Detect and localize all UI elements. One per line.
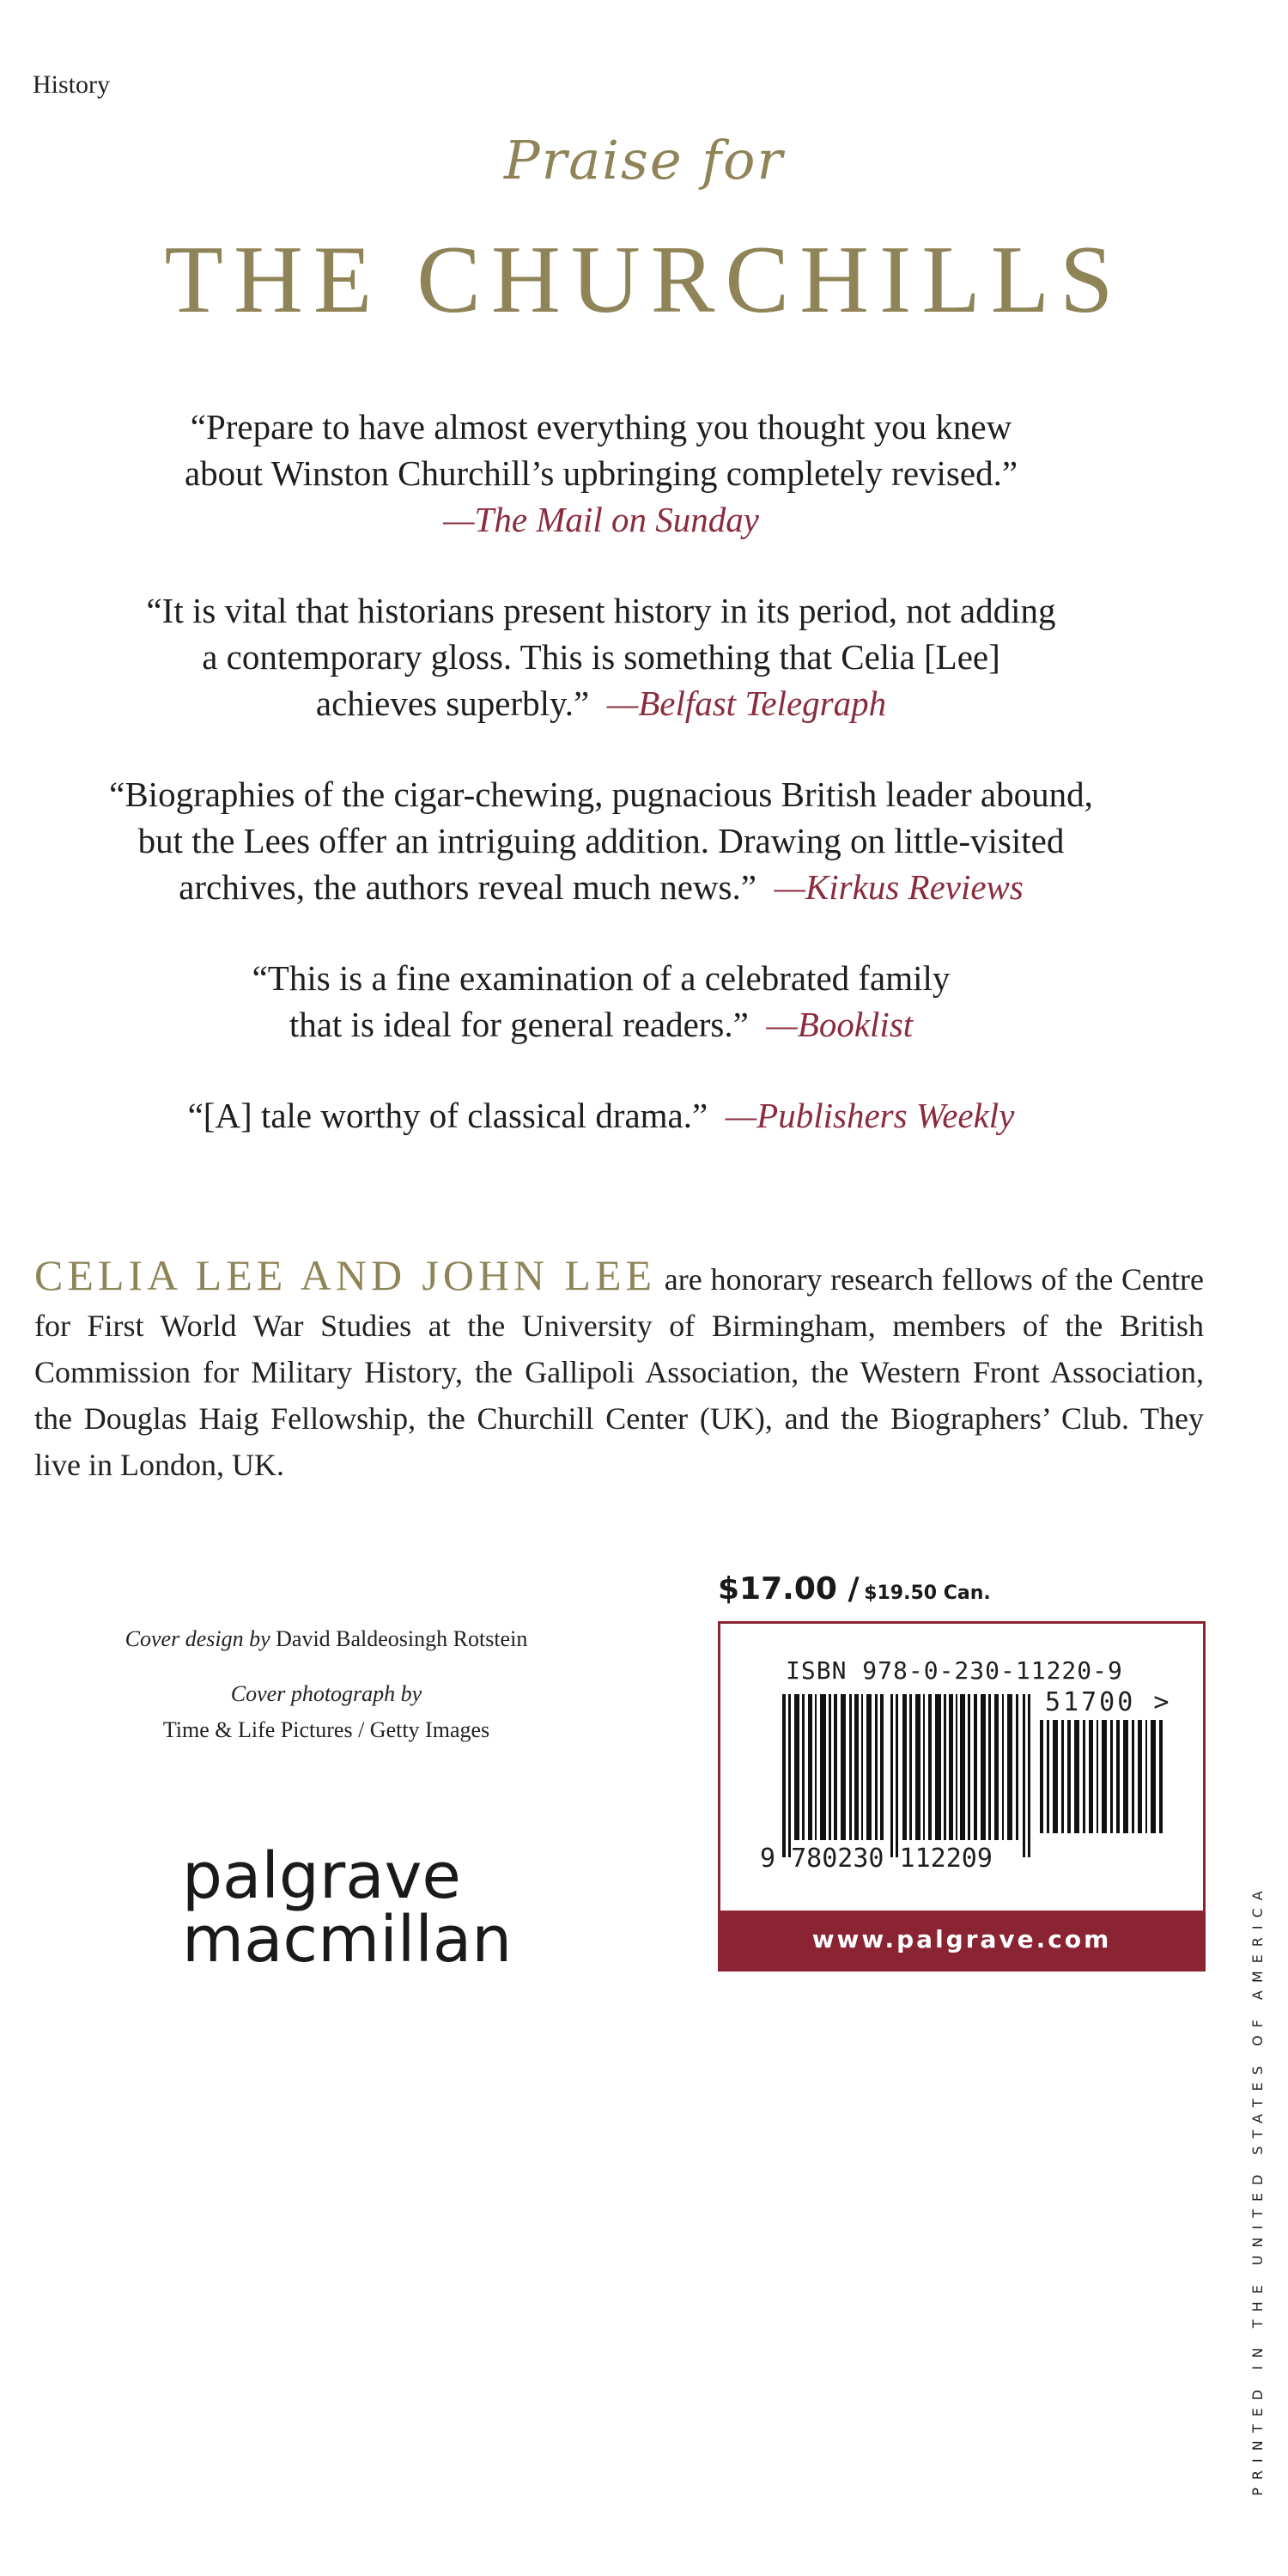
barcode-box bbox=[718, 1621, 1206, 1971]
price bbox=[718, 1571, 991, 1607]
praise-quotes bbox=[34, 404, 1168, 1183]
quote-line: archives, the authors reveal much news.” bbox=[179, 867, 756, 907]
publisher-logo-line2: macmillan bbox=[182, 1903, 513, 1977]
isbn-number: ISBN 978-0-230-11220-9 bbox=[786, 1656, 1123, 1685]
cover-design-name: David Baldeosingh Rotstein bbox=[276, 1626, 528, 1651]
quote-line: but the Lees offer an intriguing addition. Drawing on little-visited bbox=[137, 821, 1065, 860]
publisher-logo bbox=[182, 1839, 513, 1977]
quote-source: —Booklist bbox=[766, 1005, 914, 1044]
publisher-url[interactable]: www.palgrave.com bbox=[720, 1911, 1203, 1969]
quote-line: that is ideal for general readers.” bbox=[289, 1005, 749, 1044]
author-bio-text: are honorary research fellows of the Centre for First World War Studies at the University of Birmingham, members of the British Commission for Military History, the Gallipoli Association, the Western Front Association, the Douglas Haig Fellowship, the Churchill Center (UK), and the Biographers’ Club. They live in London, UK. bbox=[34, 1262, 1204, 1482]
cover-photo-label: Cover photograph by bbox=[230, 1681, 422, 1706]
cover-credits bbox=[86, 1621, 567, 1767]
quote-source: —Publishers Weekly bbox=[725, 1096, 1015, 1135]
book-title: THE CHURCHILLS bbox=[164, 227, 1124, 333]
price-can: $19.50 Can. bbox=[864, 1583, 991, 1604]
quote-line: a contemporary gloss. This is something that Celia [Lee] bbox=[202, 637, 1000, 677]
printed-in-notice: PRINTED IN THE UNITED STATES OF AMERICA bbox=[1249, 1883, 1266, 2496]
ean-number: 9 780230 112209 bbox=[760, 1844, 993, 1874]
cover-design-label: Cover design by bbox=[125, 1626, 270, 1651]
author-bio bbox=[34, 1252, 1204, 1488]
barcode-icon bbox=[782, 1694, 1031, 1857]
price-us: $17.00 / bbox=[718, 1571, 860, 1607]
quote-publishers-weekly bbox=[34, 1092, 1168, 1139]
quote-mail-on-sunday bbox=[34, 404, 1168, 543]
quote-line: “Prepare to have almost everything you thought you knew bbox=[190, 407, 1012, 447]
quote-belfast-telegraph bbox=[34, 587, 1168, 726]
quote-line: “[A] tale worthy of classical drama.” bbox=[187, 1096, 708, 1135]
quote-source: —The Mail on Sunday bbox=[443, 500, 759, 539]
price-barcode-icon bbox=[1040, 1720, 1169, 1833]
quote-kirkus-reviews bbox=[34, 771, 1168, 910]
quote-line: “This is a fine examination of a celebrated family bbox=[252, 958, 951, 998]
category-label: History bbox=[33, 70, 110, 99]
praise-for-heading: Praise for bbox=[503, 129, 785, 191]
quote-source: —Belfast Telegraph bbox=[606, 683, 887, 723]
cover-photo-name: Time & Life Pictures / Getty Images bbox=[162, 1717, 490, 1742]
price-code: 51700 > bbox=[1045, 1687, 1172, 1717]
quote-line: “Biographies of the cigar-chewing, pugnacious British leader abound, bbox=[109, 775, 1093, 814]
publisher-logo-line1: palgrave bbox=[182, 1839, 461, 1913]
author-names: CELIA LEE AND JOHN LEE bbox=[34, 1251, 657, 1299]
quote-line: “It is vital that historians present history in its period, not adding bbox=[146, 591, 1056, 630]
quote-source: —Kirkus Reviews bbox=[774, 867, 1024, 907]
quote-booklist bbox=[34, 955, 1168, 1048]
quote-line: about Winston Churchill’s upbringing completely revised.” bbox=[184, 453, 1018, 493]
quote-line: achieves superbly.” bbox=[315, 683, 590, 723]
